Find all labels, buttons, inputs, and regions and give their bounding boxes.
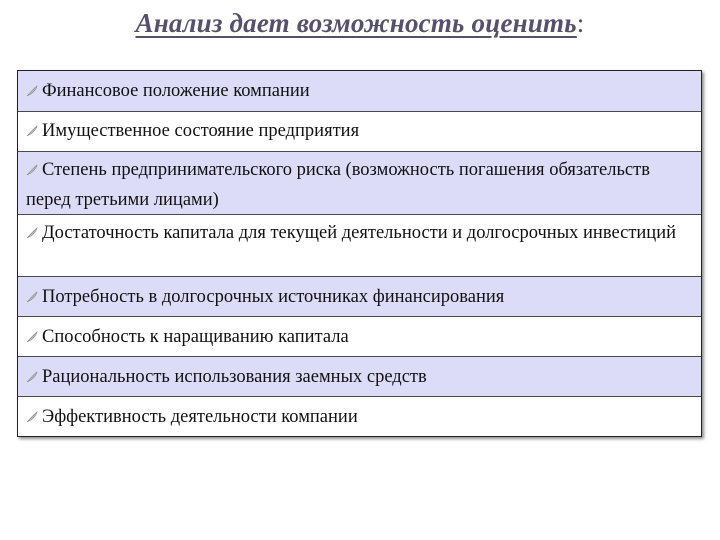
list-item-text: Финансовое положение компании (42, 80, 310, 101)
list-item (18, 396, 701, 436)
list-item-content (26, 116, 359, 146)
analysis-items-list (17, 70, 702, 437)
feather-bullet-icon (26, 85, 38, 97)
list-item-text: Потребность в долгосрочных источниках финансирования (42, 286, 505, 307)
list-item-content (26, 322, 349, 352)
list-item-content (26, 362, 427, 392)
slide-title-colon: : (576, 8, 585, 38)
list-item-text: Имущественное состояние предприятия (42, 121, 360, 142)
list-item-content (26, 282, 504, 312)
list-item-content (26, 218, 695, 248)
feather-bullet-icon (26, 411, 38, 423)
list-item (18, 276, 701, 316)
list-item-text: Достаточность капитала для текущей деятельности и долгосрочных инвестиций (42, 222, 677, 243)
feather-bullet-icon (26, 125, 38, 137)
list-item-text: Способность к наращиванию капитала (42, 326, 349, 347)
feather-bullet-icon (26, 227, 38, 239)
list-item (18, 214, 701, 277)
list-item-text: Эффективность деятельности компании (42, 406, 358, 427)
feather-bullet-icon (26, 371, 38, 383)
list-item (18, 316, 701, 356)
feather-bullet-icon (26, 291, 38, 303)
feather-bullet-icon (26, 164, 38, 176)
list-item (18, 356, 701, 396)
list-item (18, 71, 701, 111)
slide-title (0, 8, 720, 39)
list-item (18, 151, 701, 214)
list-item-text: Рациональность использования заемных средств (42, 366, 427, 387)
list-item-content (26, 155, 695, 214)
list-item-content (26, 402, 358, 432)
list-item (18, 111, 701, 151)
list-item-text: Степень предпринимательского риска (возможность погашения обязательств перед третьими лицами) (26, 159, 650, 210)
list-item-content (26, 76, 310, 106)
feather-bullet-icon (26, 331, 38, 343)
slide-title-text: Анализ дает возможность оценить (135, 8, 577, 38)
